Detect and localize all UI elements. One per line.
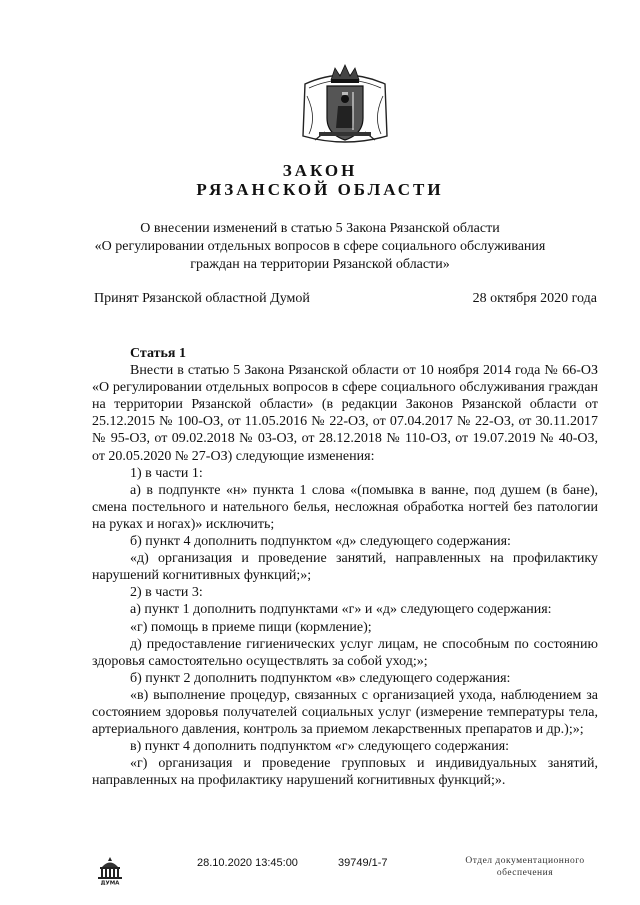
article-heading: Статья 1: [130, 346, 186, 361]
law-title: ЗАКОН: [282, 161, 358, 180]
duma-building-icon: [92, 855, 128, 885]
paragraph: «г) организация и проведение групповых и индивидуальных занятий, направленных на профилактику нарушений когнитивных функций;».: [92, 756, 598, 789]
coat-of-arms-emblem: [295, 62, 395, 148]
paragraph: Внести в статью 5 Закона Рязанской области от 10 ноября 2014 года № 66-ОЗ «О регулировании отдельных вопросов в сфере социального обслуживания граждан на территории Рязанской области» (в редакции Законов Рязанской области от 25.12.2015 № 100-ОЗ, от 11.05.2016 № 22-ОЗ, от 07.04.2017 № 22-ОЗ, от 30.11.2017 № 95-ОЗ, от 09.02.2018 № 03-ОЗ, от 28.12.2018 № 110-ОЗ, от 19.07.2019 № 40-ОЗ, от 20.05.2020 № 27-ОЗ) следующие изменения:: [92, 363, 598, 464]
paragraph: б) пункт 2 дополнить подпунктом «в» следующего содержания:: [130, 670, 511, 686]
region-title: РЯЗАНСКОЙ ОБЛАСТИ: [196, 180, 444, 199]
paragraph: «в) выполнение процедур, связанных с организацией ухода, наблюдением за состоянием здоровья получателей социальных услуг (измерение температуры тела, артериального давления, контроль за приемом лекарственных препаратов и др.);»;: [92, 687, 598, 738]
document-footer: [0, 855, 640, 900]
adoption-line: [94, 290, 597, 308]
department-stamp: [450, 855, 600, 879]
paragraph: а) в подпункте «н» пункта 1 слова «(помывка в ванне, под душем (в бане), смена постельного и нательного белья, несложная обработка ногтей без патологии на руках и ногах)» исключить;: [92, 482, 598, 532]
department-line: обеспечения: [496, 868, 554, 878]
adopted-date: 28 октября 2020 года: [472, 291, 597, 306]
paragraph: 2) в части 3:: [130, 585, 203, 601]
subtitle-line: О внесении изменений в статью 5 Закона Рязанской области: [140, 221, 500, 236]
paragraph: б) пункт 4 дополнить подпунктом «д» следующего содержания:: [130, 534, 511, 550]
paragraph: д) предоставление гигиенических услуг лицам, не способным по состоянию здоровья самостоятельно осуществлять за собой уход;»;: [92, 636, 598, 669]
paragraph: в) пункт 4 дополнить подпунктом «г» следующего содержания:: [130, 739, 510, 755]
footer-timestamp: 28.10.2020 13:45:00: [197, 857, 298, 869]
paragraph: «д) организация и проведение занятий, направленных на профилактику нарушений когнитивных функций;»;: [92, 551, 598, 584]
footer-reg-number: 39749/1-7: [338, 857, 388, 869]
duma-logo-text: ДУМА: [100, 880, 120, 885]
law-subtitle: [60, 220, 580, 274]
paragraph: «г) помощь в приеме пищи (кормление);: [130, 619, 372, 635]
department-line: Отдел документационного: [465, 856, 585, 866]
law-body: [92, 345, 598, 789]
subtitle-line: граждан на территории Рязанской области»: [190, 257, 450, 272]
paragraph: 1) в части 1:: [130, 465, 203, 481]
paragraph: а) пункт 1 дополнить подпунктами «г» и «д» следующего содержания:: [130, 602, 552, 618]
adopted-by: Принят Рязанской областной Думой: [94, 291, 310, 306]
subtitle-line: «О регулировании отдельных вопросов в сфере социального обслуживания: [94, 239, 546, 254]
